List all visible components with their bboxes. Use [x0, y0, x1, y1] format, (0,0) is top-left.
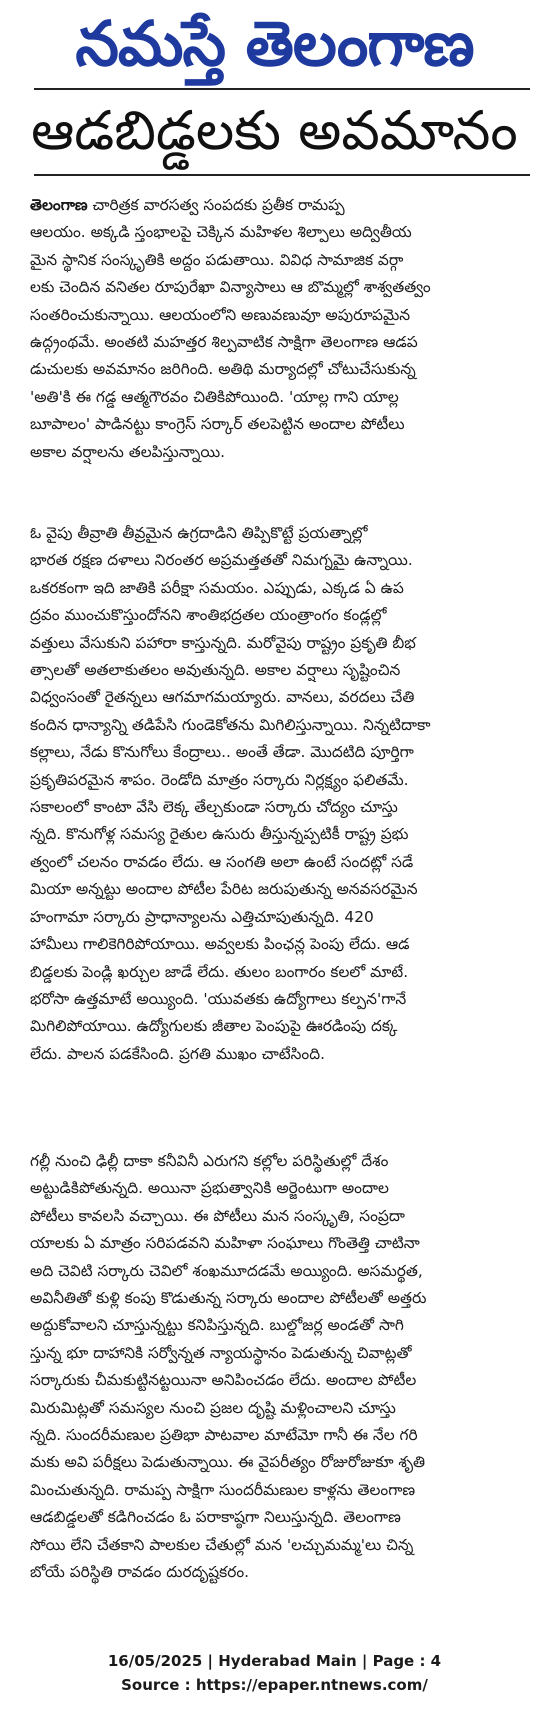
paragraph-line: పోటీలు కావలసి వచ్చాయి. ఈ పోటీలు మన సంస్కృతి, సంప్రదా [30, 1206, 405, 1225]
paragraph-line: హంగామా సర్కారు ప్రాధాన్యాలను ఎత్తిచూపుతున్నది. 420 [30, 907, 374, 926]
paragraph-line: అవినీతితో కుళ్లి కంపు కొడుతున్న సర్కారు అందాల పోటీలతో అత్తరు [30, 1289, 427, 1308]
paragraph-line: మకు అవి పరీక్షలు పెడుతున్నాయి. ఈ వైపరీత్యం రోజురోజుకూ శృతి [30, 1453, 426, 1472]
paragraph-line: ఆడబిడ్డలతో కడిగించడం ఓ పరాకాష్ఠగా నిలుస్తున్నది. తెలంగాణ [30, 1508, 401, 1527]
paragraph-line: ద్రవం ముంచుకొస్తుందోనని శాంతిభద్రతల యంత్రాంగం కండ్లల్లో [30, 606, 387, 625]
paragraph-line: భారత రక్షణ దళాలు నిరంతర అప్రమత్తతతో నిమగ్నమై ఉన్నాయి. [30, 551, 413, 570]
headline-divider [34, 174, 530, 176]
lead-word: తెలంగాణ [30, 196, 88, 214]
paragraph-line: మిగిలిపోయాయి. ఉద్యోగులకు జీతాల పెంపుపై ఊరడింపు దక్క [30, 1017, 398, 1036]
paragraph-line: సర్కారుకు చీమకుట్టినట్టయినా అనిపించడం లేదు. అందాల పోటీల [30, 1371, 417, 1390]
paragraph-line: సంతరించుకున్నాయి. ఆలయంలోని అణువణువూ అపురూపమైన [30, 305, 411, 324]
masthead-logo: నమస్తే తెలంగాణ [75, 7, 474, 80]
paragraph-line: అది చెవిటి సర్కారు చెవిలో శంఖమూదడమే అయ్యింది. అసమర్థత, [30, 1261, 423, 1280]
paragraph-2 [30, 520, 525, 1068]
paragraph-line: మించుతున్నది. రామప్ప సాక్షిగా సుందరీమణుల కాళ్లను తెలంగాణ [30, 1480, 416, 1499]
paragraph-line: న్నది. కొనుగోళ్ల సమస్య రైతుల ఉసురు తీస్తున్నప్పటికీ రాష్ట్ర ప్రభు [30, 825, 409, 844]
paragraph-1 [30, 192, 525, 466]
paragraph-line: 'అతి'కి ఈ గడ్డ ఆత్మగౌరవం చితికిపోయింది. 'యాల్ల గాని యాల్ల [30, 387, 399, 406]
paragraph-line: డుచులకు అవమానం జరిగింది. అతిథి మర్యాదల్లో చోటుచేసుకున్న [30, 360, 416, 379]
paragraph-line: అకాల వర్షాలను తలపిస్తున్నాయి. [30, 442, 226, 461]
paragraph-line: అట్టుడికిపోతున్నది. అయినా ప్రభుత్వానికి అర్జెంటుగా అందాల [30, 1179, 389, 1198]
paragraph-line: న్నది. సుందరీమణుల ప్రతిభా పాటవాల మాటేమో గానీ ఈ నేల గరి [30, 1426, 418, 1445]
paragraph-line: యాలకు ఏ మాత్రం సరిపడవని మహిళా సంఘాలు గొంతెత్తి చాటినా [30, 1234, 420, 1253]
paragraph-line: ప్రకృతిపరమైన శాపం. రెండోది మాత్రం సర్కారు నిర్లక్ష్యం ఫలితమే. [30, 770, 409, 789]
headline: ఆడబిడ్డలకు అవమానం [31, 99, 518, 162]
paragraph-line: ఒకరకంగా ఇది జాతికి పరీక్షా సమయం. ఎప్పుడు, ఎక్కడ ఏ ఉప [30, 578, 404, 597]
paragraph-line: ఆలయం. అక్కడి స్తంభాలపై చెక్కిన మహిళల శిల్పాలు అద్వితీయ [30, 223, 412, 242]
paragraph-line: లేదు. పాలన పడకేసింది. ప్రగతి ముఖం చాటేసింది. [30, 1044, 325, 1063]
footer-source: Source : https://epaper.ntnews.com/ [121, 1676, 428, 1694]
paragraph-line: సకాలంలో కాంటా వేసి లెక్క తేల్చకుండా సర్కారు చోద్యం చూస్తు [30, 798, 398, 817]
paragraph-line: ఉద్గ్రంథమే. అంతటి మహత్తర శిల్పవాటిక సాక్షిగా తెలంగాణ ఆడప [30, 333, 418, 352]
paragraph-line: మిరుమిట్లతో సమస్యల నుంచి ప్రజల దృష్టి మళ్లించాలని చూస్తు [30, 1398, 396, 1417]
paragraph-line: స్తున్న భూ దాహానికి సర్వోన్నత న్యాయస్థానం పెడుతున్న చివాట్లతో [30, 1343, 412, 1362]
paragraph-line: ఓ వైపు తీవ్రాతి తీవ్రమైన ఉగ్రదాడిని తిప్పికొట్టే ప్రయత్నాల్లో [30, 524, 368, 542]
paragraph-line: త్వంలో చలనం రావడం లేదు. ఆ సంగతి అలా ఉంటే సందట్లో సడే [30, 852, 414, 871]
paragraph-line: గల్లీ నుంచి ఢిల్లీ దాకా కనీవినీ ఎరుగని కల్లోల పరిస్థితుల్లో దేశం [30, 1152, 389, 1170]
paragraph-3 [30, 1148, 525, 1587]
footer-dateline: 16/05/2025 | Hyderabad Main | Page : 4 [107, 1652, 442, 1670]
paragraph-line: బూపాలం' పాడినట్టు కాంగ్రెస్ సర్కార్ తలపెట్టిన అందాల పోటీలు [30, 415, 405, 434]
paragraph-line: బోయే పరిస్థితి రావడం దురదృష్టకరం. [30, 1563, 250, 1582]
paragraph-line: హామీలు గాలికెగిరిపోయాయి. అవ్వలకు పింఛన్ల పెంపు లేదు. ఆడ [30, 935, 410, 954]
paragraph-line: వత్తులు వేసుకుని పహారా కాస్తున్నది. మరోవైపు రాష్ట్రం ప్రకృతి బీభ [30, 633, 416, 652]
paragraph-line: సోయి లేని చేతకాని పాలకుల చేతుల్లో మన 'లచ్చుమమ్మ'లు చిన్న [30, 1535, 414, 1554]
masthead [0, 0, 549, 88]
paragraph-line: భరోసా ఉత్తమాటే అయ్యింది. 'యువతకు ఉద్యోగాలు కల్పన'గానే [30, 989, 407, 1008]
paragraph-line: మియా అన్నట్టు అందాల పోటీల పేరిట జరుపుతున్న అనవసరమైన [30, 880, 418, 899]
paragraph-line: విధ్వంసంతో రైతన్నలు ఆగమాగమయ్యారు. వానలు, వరదలు చేతి [30, 688, 415, 707]
paragraph-line: కల్లాలు, నేడు కొనుగోలు కేంద్రాలు.. అంతే తేడా. మొదటిది పూర్తిగా [30, 743, 414, 762]
paragraph-line: మైన స్థానిక సంస్కృతికి అద్దం పడుతాయి. వివిధ సామాజిక వర్గా [30, 250, 404, 269]
masthead-divider [34, 88, 530, 90]
paragraph-line: బిడ్డలకు పెండ్లి ఖర్చుల జాడే లేదు. తులం బంగారం కలలో మాటే. [30, 962, 409, 981]
paragraph-line: తెలంగాణ చారిత్రక వారసత్వ సంపదకు ప్రతీక రామప్ప [30, 196, 345, 214]
paragraph-line: కందిన ధాన్యాన్ని తడిపేసి గుండెకోతను మిగిలిస్తున్నాయి. నిన్నటిదాకా [30, 715, 431, 734]
paragraph-line: అద్దుకోవాలని చూస్తున్నట్టు కనిపిస్తున్నది. బుల్డోజర్ల అండతో సాగి [30, 1316, 404, 1335]
paragraph-line: త్సాలతో అతలాకుతలం అవుతున్నది. అకాల వర్షాలు సృష్టించిన [30, 661, 401, 680]
paragraph-line: లకు చెందిన వనితల రూపురేఖా విన్యాసాలు ఆ బొమ్మల్లో శాశ్వతత్వం [30, 278, 431, 297]
